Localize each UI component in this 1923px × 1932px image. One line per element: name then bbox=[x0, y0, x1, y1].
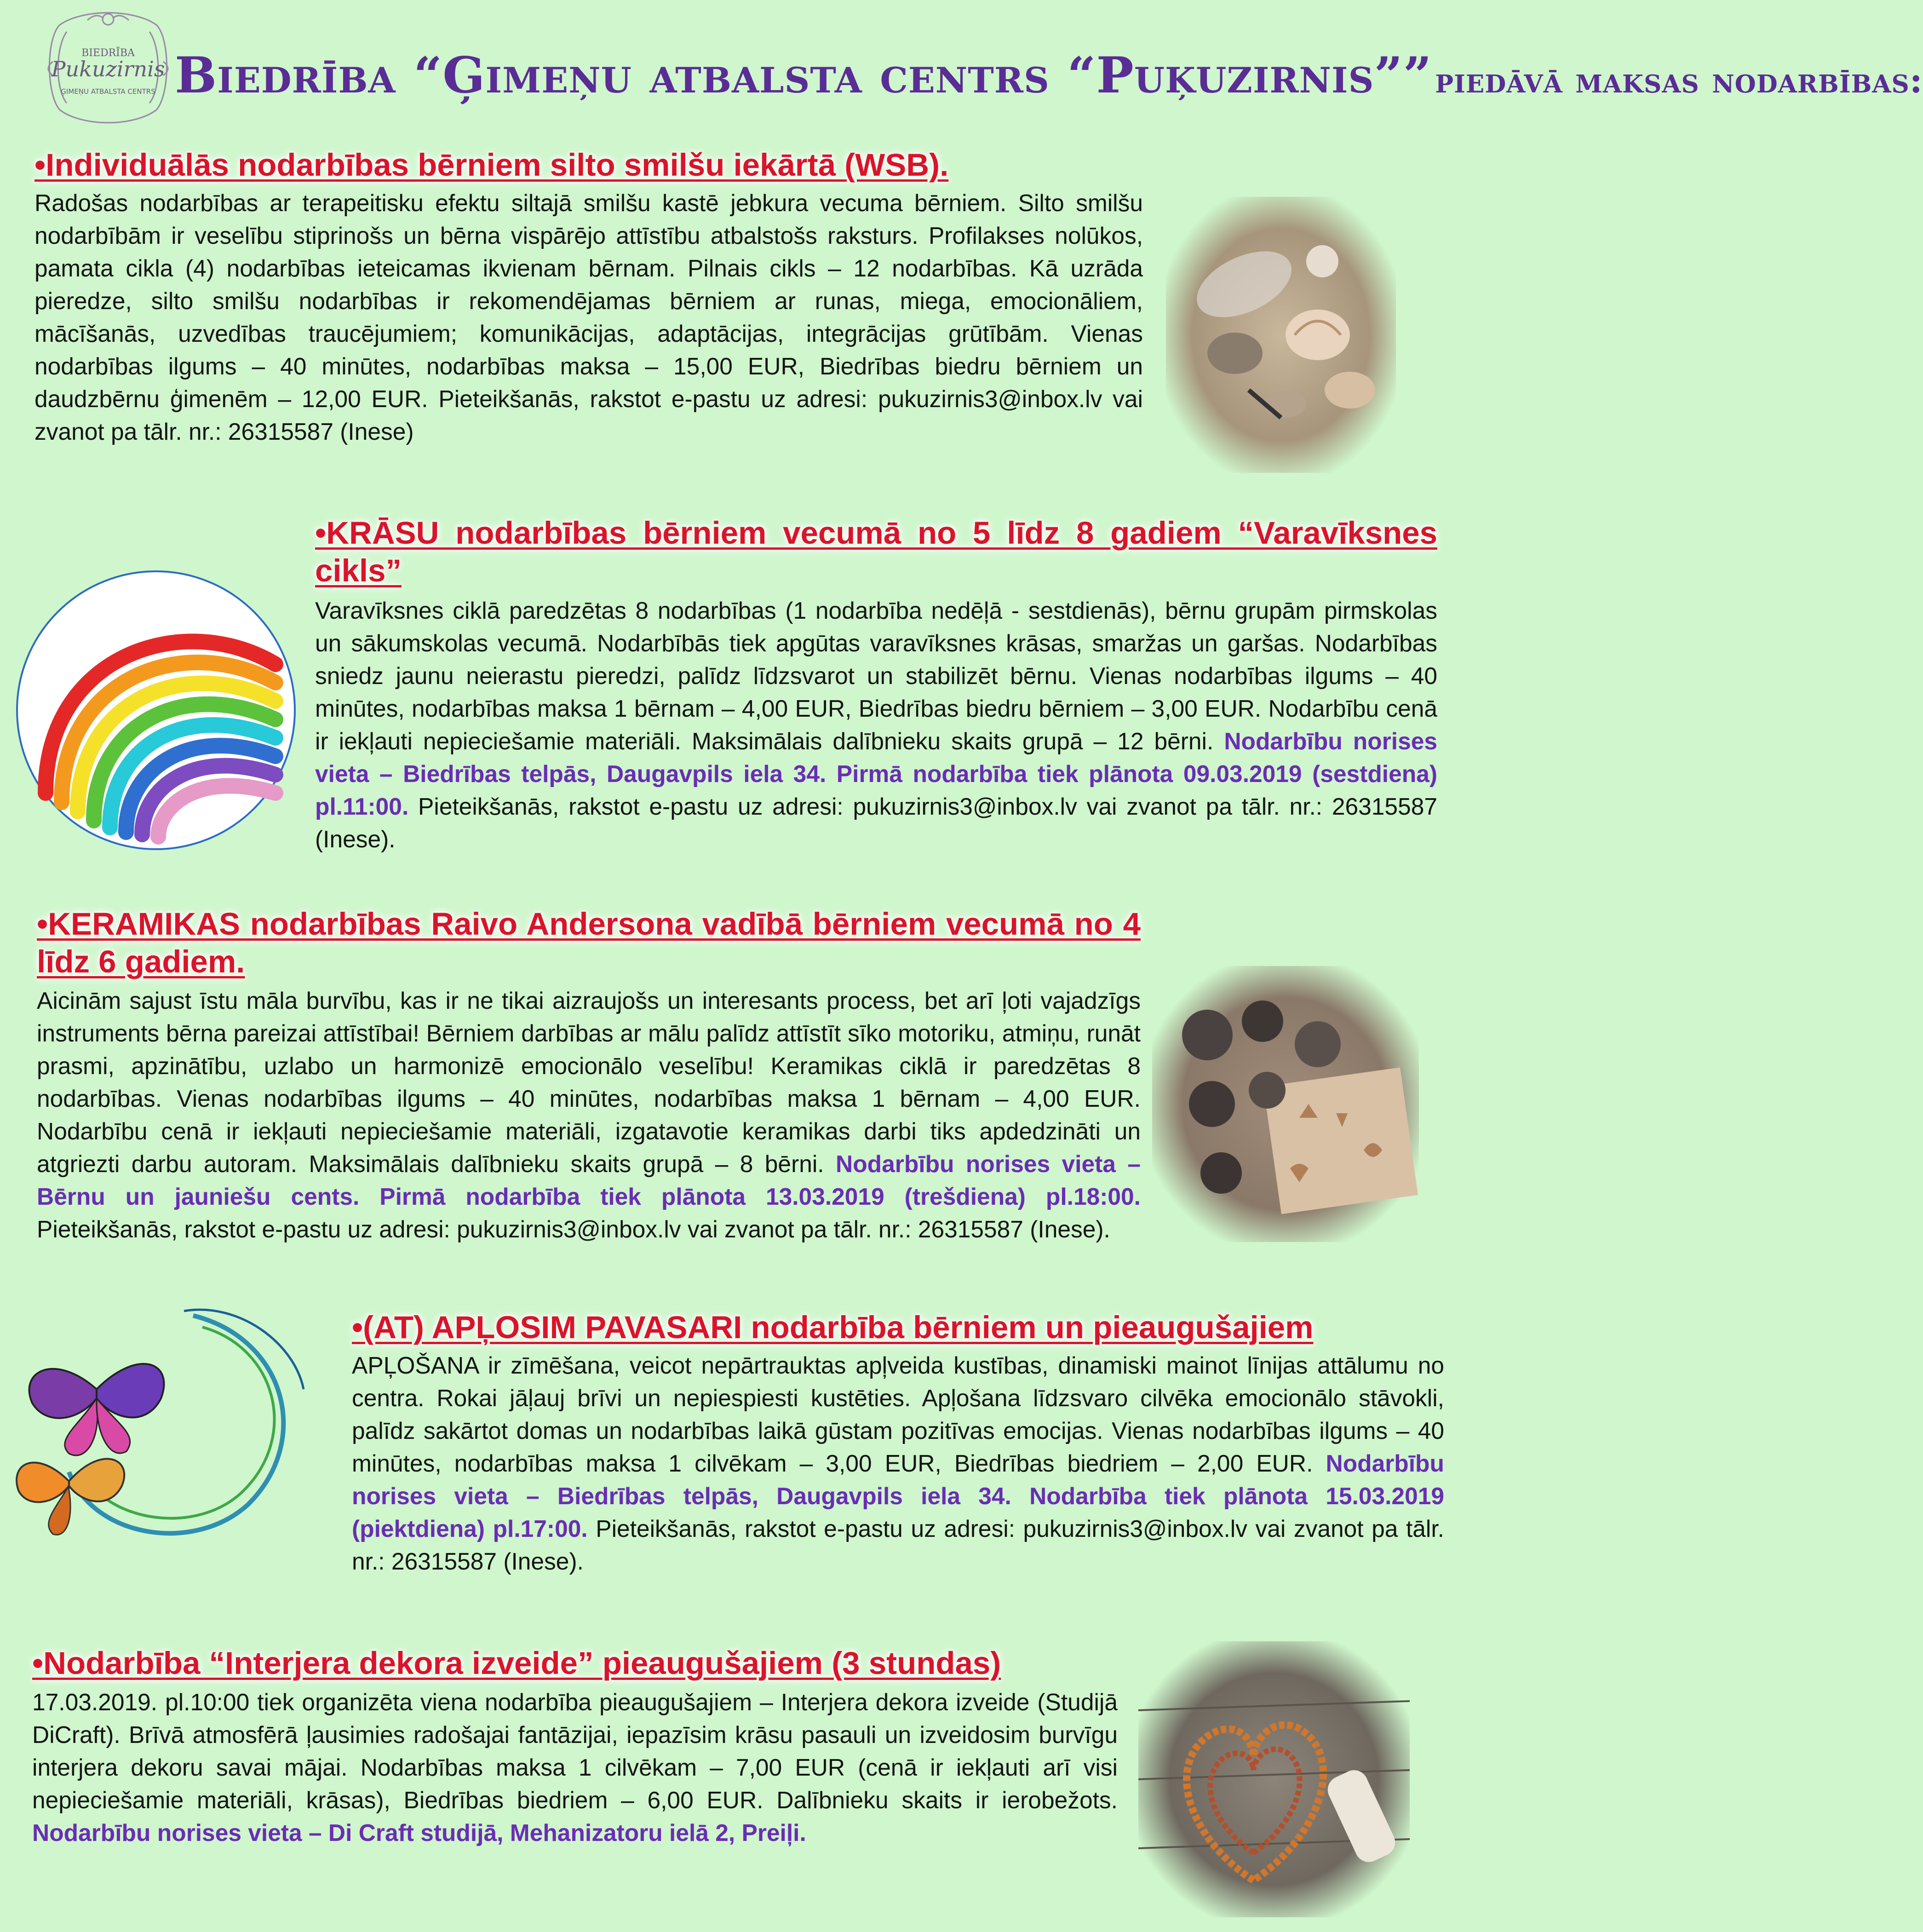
section-contact: Pieteikšanās, rakstot e-pastu uz adresi: pukuzirnis3@inbox.lv vai zvanot pa tālr. nr.: 26315587 (Inese). bbox=[315, 793, 1437, 852]
section-venue: Nodarbību norises vieta – Biedrības telpās, Daugavpils iela 34. Pirmā nodarbība tiek plānota 09.03.2019 (sestdiena) pl.11:00. bbox=[315, 728, 1438, 820]
section-heading: •Nodarbība “Interjera dekora izveide” pieaugušajiem (3 stundas) bbox=[32, 1645, 1001, 1681]
section-body-text: Aicinām sajust īstu māla burvību, kas ir ne tikai aizraujošs un interesants process, bet arī ļoti vajadzīgs instruments bērna pareizai attīstībai! Bērniem darbības ar mālu palīdz attīstīt sīko motoriku, atmiņu, runāt prasmi, apzinātību, uzlabo un harmonizē emocionālo veselību! Keramikas ciklā ir paredzētas 8 nodarbības. Vienas nodarbības ilgums – 40 minūtes, nodarbības maksa 1 bērnam – 4,00 EUR. Nodarbību cenā ir iekļauti nepieciešamie materiāli, izgatavotie keramikas darbi tiks apdedzināti un atgriezti darbu autoram. Maksimālais dalībnieku skaits grupā – 8 bērni. bbox=[37, 987, 1141, 1177]
page-title bbox=[175, 46, 1923, 104]
section-decor bbox=[32, 1644, 1118, 1849]
section-heading: •Individuālās nodarbības bērniem silto smilšu iekārtā (WSB). bbox=[34, 147, 949, 183]
logo-bottom-text: ĢIMEŅU ATBALSTA CENTRS bbox=[61, 87, 155, 96]
section-heading: •KERAMIKAS nodarbības Raivo Andersona vadībā bērniem vecumā no 4 līdz 6 gadiem. bbox=[37, 906, 1141, 979]
logo-name: Pukuzirnis bbox=[51, 57, 165, 81]
page-title-sub: piedāvā maksas nodarbības: bbox=[1435, 60, 1923, 101]
section-body bbox=[37, 984, 1141, 1246]
heart-decor-photo bbox=[1138, 1641, 1410, 1917]
section-venue: Nodarbību norises vieta – Bērnu un jauniešu cents. Pirmā nodarbība tiek plānota 13.03.2019 (trešdiena) pl.18:00. bbox=[37, 1150, 1141, 1210]
section-body bbox=[32, 1686, 1118, 1849]
section-contact: Pieteikšanās, rakstot e-pastu uz adresi: pukuzirnis3@inbox.lv vai zvanot pa tālr. nr.: 26315587 (Inese). bbox=[37, 1216, 1110, 1242]
sand-photo bbox=[1166, 197, 1396, 473]
section-body bbox=[315, 594, 1437, 856]
page-title-main: Biedrība “Ģimeņu atbalsta centrs “Puķuzirnis”” bbox=[175, 46, 1432, 104]
section-venue: Nodarbību norises vieta – Biedrības telpās, Daugavpils iela 34. Nodarbība tiek plānota 15.03.2019 (piektdiena) pl.17:00. bbox=[352, 1450, 1444, 1542]
section-body-text: Varavīksnes ciklā paredzētas 8 nodarbības (1 nodarbība nedēļā - sestdienās), bērnu grupām pirmskolas un sākumskolas vecumā. Nodarbībās tiek apgūtas varavīksnes krāsas, smaržas un garšas. Nodarbības sniedz jaunu neierastu pieredzi, palīdz līdzsvarot un stabilizēt bērnu. Vienas nodarbības ilgums – 40 minūtes, nodarbības maksa 1 bērnam – 4,00 EUR, Biedrības biedru bērniem – 3,00 EUR. Nodarbību cenā ir iekļauti nepieciešamie materiāli. Maksimālais dalībnieku skaits grupā – 12 bērni. bbox=[315, 597, 1437, 754]
section-circles bbox=[352, 1309, 1444, 1578]
section-colors bbox=[315, 514, 1437, 856]
section-venue: Nodarbību norises vieta – Di Craft studijā, Mehanizatoru ielā 2, Preiļi. bbox=[32, 1819, 806, 1846]
rainbow-image bbox=[16, 570, 296, 850]
section-body-text: APĻOŠANA ir zīmēšana, veicot nepārtrauktas apļveida kustības, dinamiski mainot līnijas attālumu no centra. Rokai jāļauj brīvi un nepiespiesti kustēties. Apļošana līdzsvaro cilvēka emocionālo stāvokli, palīdz sakārtot domas un nodarbības laikā gūstam pozitīvas emocijas. Vienas nodarbības ilgums – 40 minūtes, nodarbības maksa 1 cilvēkam – 3,00 EUR, Biedrības biedriem – 2,00 EUR. bbox=[352, 1352, 1444, 1477]
butterfly-icon bbox=[17, 1459, 124, 1535]
section-body-text: 17.03.2019. pl.10:00 tiek organizēta viena nodarbība pieaugušajiem – Interjera dekora izveide (Studijā DiCraft). Brīvā atmosfērā ļausimies radošajai fantāzijai, iepazīsim krāsu pasauli un izveidosim burvīgu interjera dekoru savai mājai. Nodarbības maksa 1 cilvēkam – 7,00 EUR (cenā ir iekļauti arī visi nepieciešamie materiāli, krāsas), Biedrības biedriem – 6,00 EUR. Dalībnieku skaits ir ierobežots. bbox=[32, 1689, 1118, 1813]
section-heading: •KRĀSU nodarbības bērniem vecumā no 5 līdz 8 gadiem “Varavīksnes cikls” bbox=[315, 515, 1437, 588]
section-body: Radošas nodarbības ar terapeitisku efektu siltajā smilšu kastē jebkura vecuma bērniem. Silto smilšu nodarbībām ir veselību stiprinošs un bērna vispārējo attīstību atbalstošs raksturs. Profilakses nolūkos, pamata cikla (4) nodarbības ieteicamas ikvienam bērnam. Pilnais cikls – 12 nodarbības. Kā uzrāda pieredze, silto smilšu nodarbības ir rekomendējamas bērniem ar runas, miega, emocionāliem, mācīšanās, uzvedības traucējumiem; komunikācijas, adaptācijas, integrācijas grūtībām. Vienas nodarbības ilgums – 40 minūtes, nodarbības maksa – 15,00 EUR, Biedrības biedru bērniem un daudzbērnu ģimenēm – 12,00 EUR. Pieteikšanās, rakstot e-pastu uz adresi: pukuzirnis3@inbox.lv vai zvanot pa tālr. nr.: 26315587 (Inese) bbox=[34, 190, 1143, 445]
ceramics-photo bbox=[1152, 966, 1419, 1242]
mandala-butterflies-image bbox=[0, 1288, 336, 1546]
section-ceramics bbox=[37, 905, 1141, 1246]
butterfly-icon bbox=[29, 1364, 164, 1455]
section-sand bbox=[34, 146, 1143, 448]
section-contact: Pieteikšanās, rakstot e-pastu uz adresi: pukuzirnis3@inbox.lv vai zvanot pa tālr. nr.: 26315587 (Inese). bbox=[352, 1515, 1444, 1575]
section-body bbox=[352, 1349, 1444, 1578]
logo-top-text: BIEDRĪBA bbox=[81, 47, 135, 59]
logo bbox=[32, 6, 184, 128]
section-heading: •(AT) APĻOSIM PAVASARI nodarbība bērniem un pieaugušajiem bbox=[352, 1310, 1314, 1345]
